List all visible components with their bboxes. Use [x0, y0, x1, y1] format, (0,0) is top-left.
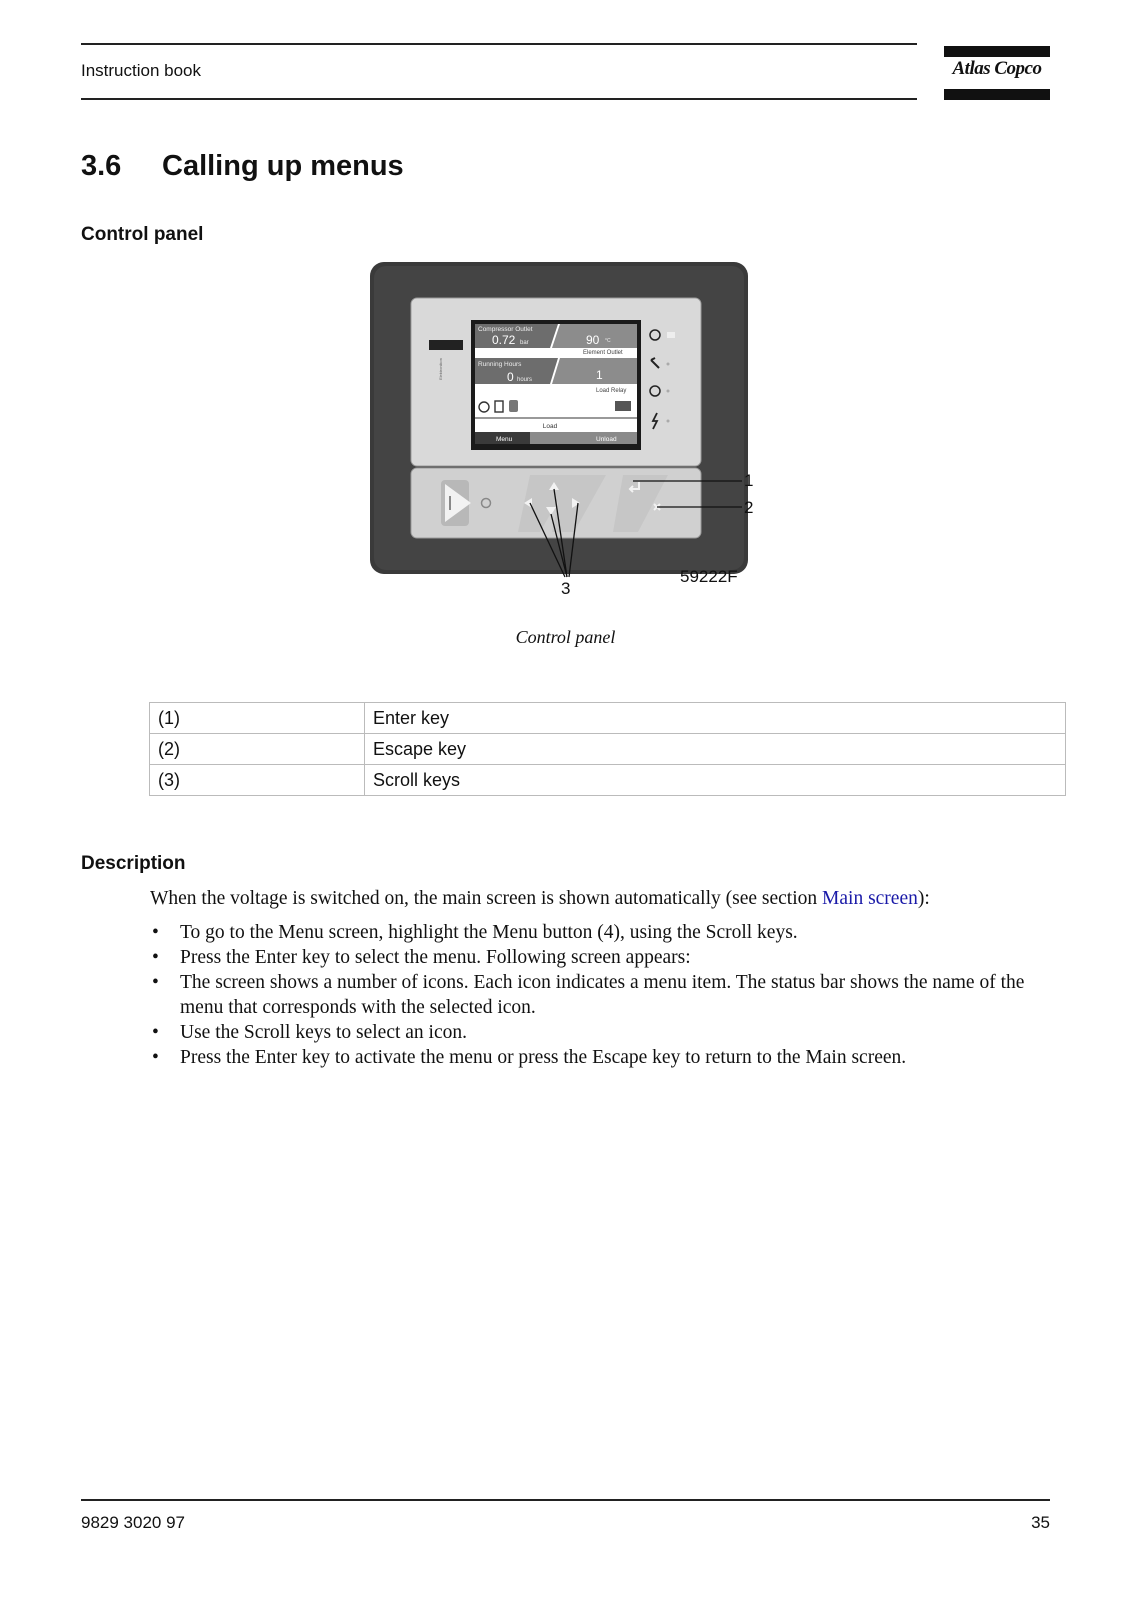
footer-doc-number: 9829 3020 97	[81, 1513, 185, 1532]
atlas-copco-logo	[944, 46, 1050, 100]
figure-caption: Control panel	[515, 627, 616, 647]
control-panel-figure	[368, 260, 758, 600]
list-item: • The screen shows a number of icons. Each icon indicates a menu item. The status bar shows the name of the menu that corresponds with the selected icon.	[150, 970, 1065, 1020]
intro-text-end: ):	[917, 888, 930, 909]
list-item: • Press the Enter key to select the menu. Following screen appears:	[150, 945, 1065, 970]
header-title: Instruction book	[81, 61, 202, 80]
callout-2: 2	[744, 498, 754, 517]
screen-hand-icon	[509, 400, 518, 412]
screen-softkey-unload: Unload	[596, 436, 617, 443]
legend-label: Enter key	[365, 703, 1066, 734]
legend-ref: (2)	[150, 734, 365, 765]
screen-load-relay-value: 1	[596, 368, 603, 382]
list-item: • Press the Enter key to activate the menu or press the Escape key to return to the Main screen.	[150, 1045, 1065, 1070]
main-screen-link[interactable]: Main screen	[822, 888, 918, 909]
legend-ref: (1)	[150, 703, 365, 734]
screen-load-relay-label: Load Relay	[596, 388, 627, 394]
screen-softkey-menu: Menu	[496, 436, 513, 443]
list-item: • Use the Scroll keys to select an icon.	[150, 1020, 1065, 1045]
header-top-rule	[81, 43, 917, 45]
legend-ref: (3)	[150, 765, 365, 796]
header-bottom-rule	[81, 98, 917, 100]
callout-1: 1	[744, 471, 754, 490]
panel-brand-text: Elektronikon	[438, 357, 443, 380]
callout-3: 3	[561, 579, 571, 598]
screen-card-icon	[615, 401, 631, 411]
description-intro	[150, 886, 1065, 911]
screen-compressor-outlet-value: 0.72	[492, 333, 516, 347]
intro-text: When the voltage is switched on, the main screen is shown automatically (see section	[150, 888, 823, 909]
table-row	[150, 703, 1066, 734]
screen-running-hours-value: 0	[507, 370, 514, 384]
screen-element-outlet-unit: °C	[605, 338, 611, 344]
screen-running-hours-label: Running Hours	[478, 361, 522, 368]
footer-page-number: 35	[1031, 1513, 1050, 1532]
screen-compressor-outlet-unit: bar	[520, 340, 529, 346]
table-row	[150, 734, 1066, 765]
section-number: 3.6	[81, 150, 122, 182]
screen-status-text: Load	[542, 423, 558, 430]
footer-rule	[81, 1499, 1050, 1501]
description-bullets	[150, 920, 1065, 1070]
screen-running-hours-unit: hours	[517, 377, 533, 383]
control-panel-heading: Control panel	[81, 224, 204, 245]
screen-compressor-outlet-label: Compressor Outlet	[478, 326, 533, 333]
legend-label: Scroll keys	[365, 765, 1066, 796]
logo-wordmark: Atlas Copco	[952, 58, 1042, 79]
panel-brand-mark	[429, 340, 463, 350]
screen-element-outlet-value: 90	[586, 333, 600, 347]
table-row	[150, 765, 1066, 796]
legend-table	[149, 702, 1066, 796]
list-item: • To go to the Menu screen, highlight the Menu button (4), using the Scroll keys.	[150, 920, 1065, 945]
figure-code: 59222F	[680, 567, 738, 586]
screen-element-outlet-label: Element Outlet	[583, 350, 623, 356]
description-heading: Description	[81, 853, 186, 874]
legend-label: Escape key	[365, 734, 1066, 765]
section-heading	[81, 150, 404, 183]
section-title: Calling up menus	[162, 150, 404, 182]
